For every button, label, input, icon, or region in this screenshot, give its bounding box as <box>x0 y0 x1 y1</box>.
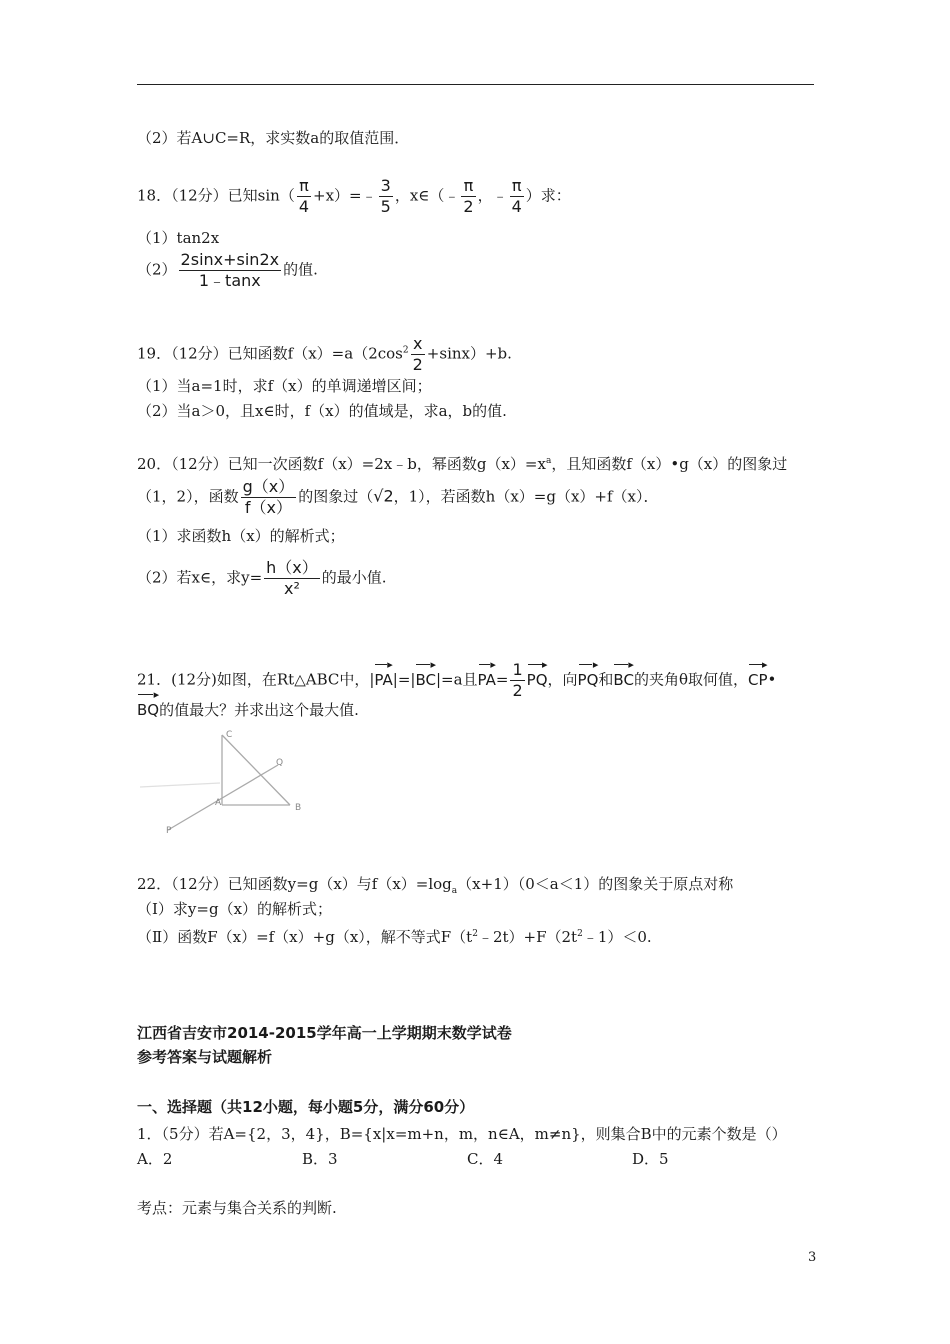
q18-fraction: $\frac{2\sin x+\sin 2x}{1﹣\tan x}$ <box>180 250 280 290</box>
option-b: B．3 <box>302 1150 338 1168</box>
option-a: A．2 <box>137 1150 173 1168</box>
x-over-2: $\frac{x}{2}$ <box>412 334 423 374</box>
q17-part2: （2）若A∪C=R，求实数a的取值范围． <box>137 129 410 147</box>
label-A: A <box>215 798 222 808</box>
pi-over-4: $\frac{\pi}{4}$ <box>298 176 310 216</box>
label-Q: Q <box>276 758 284 768</box>
g-over-f: $\frac{g(x)}{f(x)}$ <box>242 477 295 517</box>
triangle-figure <box>140 725 310 845</box>
q22-part2: （Ⅱ）函数F（x）=f（x）+g（x），解不等式$F(t^2﹣2t)+F(2t^2﹣1)<0$. <box>137 928 652 946</box>
label-P: P <box>166 826 172 836</box>
a-q1-stem: 1．（5分）若A={2，3，4}，B={x|x=m+n，m，n∈A，m≠n}，则集合B中的元素个数是（） <box>137 1125 787 1143</box>
h-over-x2: $\frac{h(x)}{\text{x²}}$ <box>266 558 318 598</box>
a-q1-options <box>137 1149 797 1169</box>
q18-part1: （1）tan2x <box>137 229 220 247</box>
q20-line2: （1，2），函数 $\frac{g(x)}{f(x)}$ 的图象过（√2，1），若函数h（x）=g（x）+f（x）． <box>137 477 659 517</box>
q20-part1: （1）求函数h（x）的解析式； <box>137 527 345 545</box>
three-fifths: $\frac{3}{5}$ <box>380 176 391 216</box>
kaodian: 考点：元素与集合关系的判断. <box>137 1199 337 1217</box>
pi-over-2: $\frac{\pi}{2}$ <box>463 176 474 216</box>
answers-title: 江西省吉安市2014-2015学年高一上学期期末数学试卷 <box>137 1024 512 1042</box>
section-heading: 一、选择题（共12小题，每小题5分，满分60分） <box>137 1098 475 1116</box>
header-rule <box>137 84 814 85</box>
q22-stem: 22．（12分）已知函数y=g（x）与$f(x)=\log_a(x+1)(0<a<1)$的图象关于原点对称 <box>137 875 734 896</box>
q21-line2: ▸ BQ的值最大？并求出这个最大值. <box>137 688 359 719</box>
pi-over-4b: $\frac{\pi}{4}$ <box>511 176 522 216</box>
q19-part2: （2）当a＞0，且x∈时，f（x）的值域是，求a，b的值. <box>137 402 507 420</box>
option-d: D．5 <box>632 1150 669 1168</box>
one-half: $\frac{1}{2}$ <box>512 660 523 700</box>
label-C: C <box>226 730 233 740</box>
q20-part2: （2）若x∈，求y= $\frac{h(x)}{\text{x²}}$ 的最小值. <box>137 558 387 598</box>
q19-stem: 19．（12分）已知函数$f(x)=a(2\cos^2$ $\frac{x}{2}$ +sinx）+b. <box>137 334 512 374</box>
q18-stem: 18．（12分）已知sin（ $\frac{\pi}{4}$ +x）=﹣ $\frac{3}{5}$ ，x∈（﹣ $\frac{\pi}{2}$ ，﹣ $\frac{\pi}{4}$ ）求： <box>137 176 571 216</box>
q21-line1: 21．(12分)如图，在Rt△ABC中，| ▸ PA|=| ▸ BC|=a且 ▸ PA= $\frac{1}{2}$ ▸ PQ，向 ▸ PQ和 ▸ BC的夹角θ取何值， ▸ CP• <box>137 657 777 700</box>
q19-part1: （1）当a=1时，求f（x）的单调递增区间； <box>137 377 432 395</box>
q18-part2: （2） $\frac{2\sin x+\sin 2x}{1﹣\tan x}$ 的值. <box>137 250 318 290</box>
answers-subtitle: 参考答案与试题解析 <box>137 1048 273 1066</box>
q22-part1: （Ⅰ）求y=g（x）的解析式； <box>137 900 333 918</box>
q20-line1: 20．（12分）已知一次函数f（x）=2x﹣b，幂函数$g(x)=x^a$，且知函数f（x）•g（x）的图象过 <box>137 455 788 473</box>
page-number: 3 <box>808 1250 817 1265</box>
option-c: C．4 <box>467 1150 504 1168</box>
label-B: B <box>295 803 302 813</box>
